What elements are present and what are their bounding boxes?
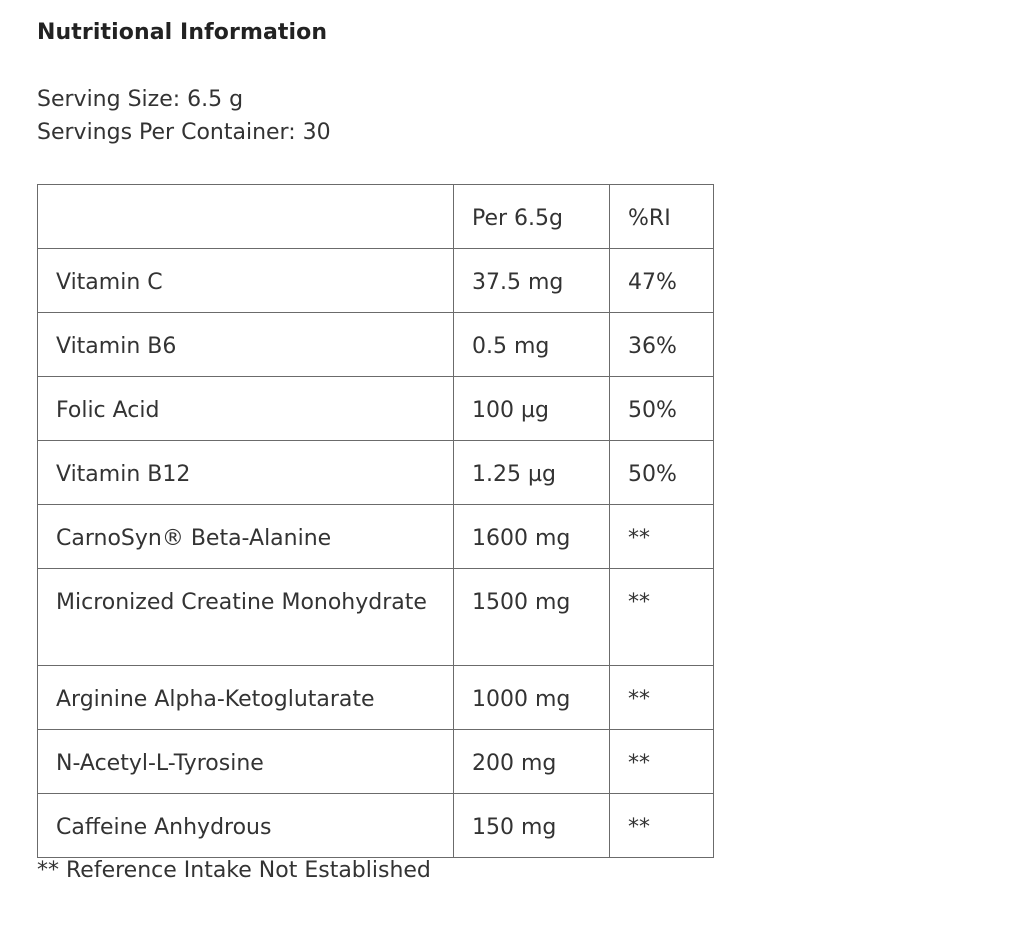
nutrient-ri: ** [610, 730, 714, 794]
nutrient-amount: 37.5 mg [454, 249, 610, 313]
nutrient-ri: ** [610, 569, 714, 666]
table-row [38, 730, 714, 794]
table-header-row [38, 185, 714, 249]
nutrient-name: N-Acetyl-L-Tyrosine [38, 730, 454, 794]
nutrient-amount: 100 µg [454, 377, 610, 441]
table-row [38, 249, 714, 313]
nutrition-table [37, 184, 714, 858]
nutrient-amount: 200 mg [454, 730, 610, 794]
nutrient-name: Vitamin B6 [38, 313, 454, 377]
nutrient-ri: ** [610, 666, 714, 730]
table-row [38, 441, 714, 505]
nutrient-name: Arginine Alpha-Ketoglutarate [38, 666, 454, 730]
nutrient-name: Vitamin C [38, 249, 454, 313]
nutrient-ri: 36% [610, 313, 714, 377]
header-cell-name [38, 185, 454, 249]
nutrient-ri: 50% [610, 441, 714, 505]
table-row [38, 313, 714, 377]
nutrient-name: CarnoSyn® Beta-Alanine [38, 505, 454, 569]
table-row [38, 377, 714, 441]
nutrient-ri: 50% [610, 377, 714, 441]
nutrient-amount: 1600 mg [454, 505, 610, 569]
nutrient-amount: 0.5 mg [454, 313, 610, 377]
nutrient-ri: 47% [610, 249, 714, 313]
nutrient-name: Caffeine Anhydrous [38, 794, 454, 858]
nutrient-amount: 1000 mg [454, 666, 610, 730]
page-title: Nutritional Information [37, 20, 328, 45]
nutrient-ri: ** [610, 505, 714, 569]
nutrient-ri: ** [610, 794, 714, 858]
servings-per-container: Servings Per Container: 30 [37, 120, 331, 145]
serving-size: Serving Size: 6.5 g [37, 87, 244, 112]
nutrient-amount: 150 mg [454, 794, 610, 858]
table-row [38, 794, 714, 858]
nutrient-amount: 1500 mg [454, 569, 610, 666]
nutrient-name: Folic Acid [38, 377, 454, 441]
table-row [38, 569, 714, 666]
table-row [38, 666, 714, 730]
header-cell-ri: %RI [610, 185, 714, 249]
table-row [38, 505, 714, 569]
nutrient-name: Micronized Creatine Monohydrate [38, 569, 454, 666]
nutrient-amount: 1.25 µg [454, 441, 610, 505]
nutrient-name: Vitamin B12 [38, 441, 454, 505]
footnote: ** Reference Intake Not Established [37, 858, 431, 883]
header-cell-amount: Per 6.5g [454, 185, 610, 249]
